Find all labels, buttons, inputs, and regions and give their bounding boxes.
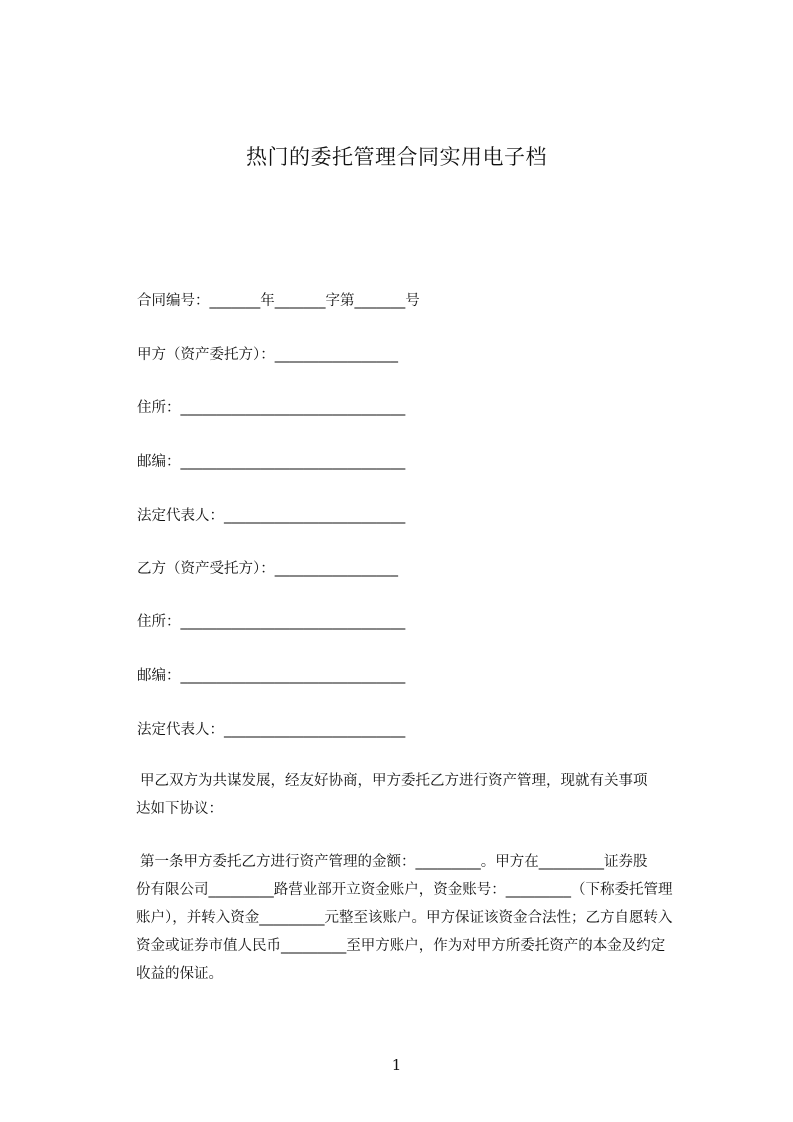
contract-number-line: 合同编号：_______年_______字第_______号 xyxy=(137,293,420,309)
document-title: 热门的委托管理合同实用电子档 xyxy=(246,145,547,169)
article-1-line-2: 份有限公司_________路营业部开立资金账户，资金账号：_________（下称委托管理 xyxy=(136,882,673,898)
intro-line-2: 达如下协议： xyxy=(136,801,223,817)
party-a-representative-line: 法定代表人：_________________________ xyxy=(137,508,406,524)
party-b-address-line: 住所：_______________________________ xyxy=(137,614,406,630)
party-b-representative-line: 法定代表人：_________________________ xyxy=(137,722,406,738)
party-a-address-line: 住所：_______________________________ xyxy=(137,400,406,416)
party-b-line: 乙方（资产受托方）：_________________ xyxy=(137,561,398,577)
intro-line-1: 甲乙双方为共谋发展，经友好协商，甲方委托乙方进行资产管理，现就有关事项 xyxy=(140,773,648,789)
article-1-line-3: 账户），并转入资金_________元整至该账户。甲方保证该资金合法性；乙方自愿转入 xyxy=(136,910,673,926)
article-1-paragraph xyxy=(136,848,702,988)
page-number: 1 xyxy=(391,1056,402,1074)
article-1-line-1: 第一条甲方委托乙方进行资产管理的金额：_________。甲方在_________证券股 xyxy=(140,854,648,870)
article-1-line-5: 收益的保证。 xyxy=(136,966,223,982)
party-a-line: 甲方（资产委托方）：_________________ xyxy=(137,347,398,363)
article-1-line-4: 资金或证券市值人民币_________至甲方账户，作为对甲方所委托资产的本金及约定 xyxy=(136,938,666,954)
intro-paragraph xyxy=(136,767,702,823)
party-a-postcode-line: 邮编：_______________________________ xyxy=(137,454,406,470)
party-b-postcode-line: 邮编：_______________________________ xyxy=(137,668,406,684)
